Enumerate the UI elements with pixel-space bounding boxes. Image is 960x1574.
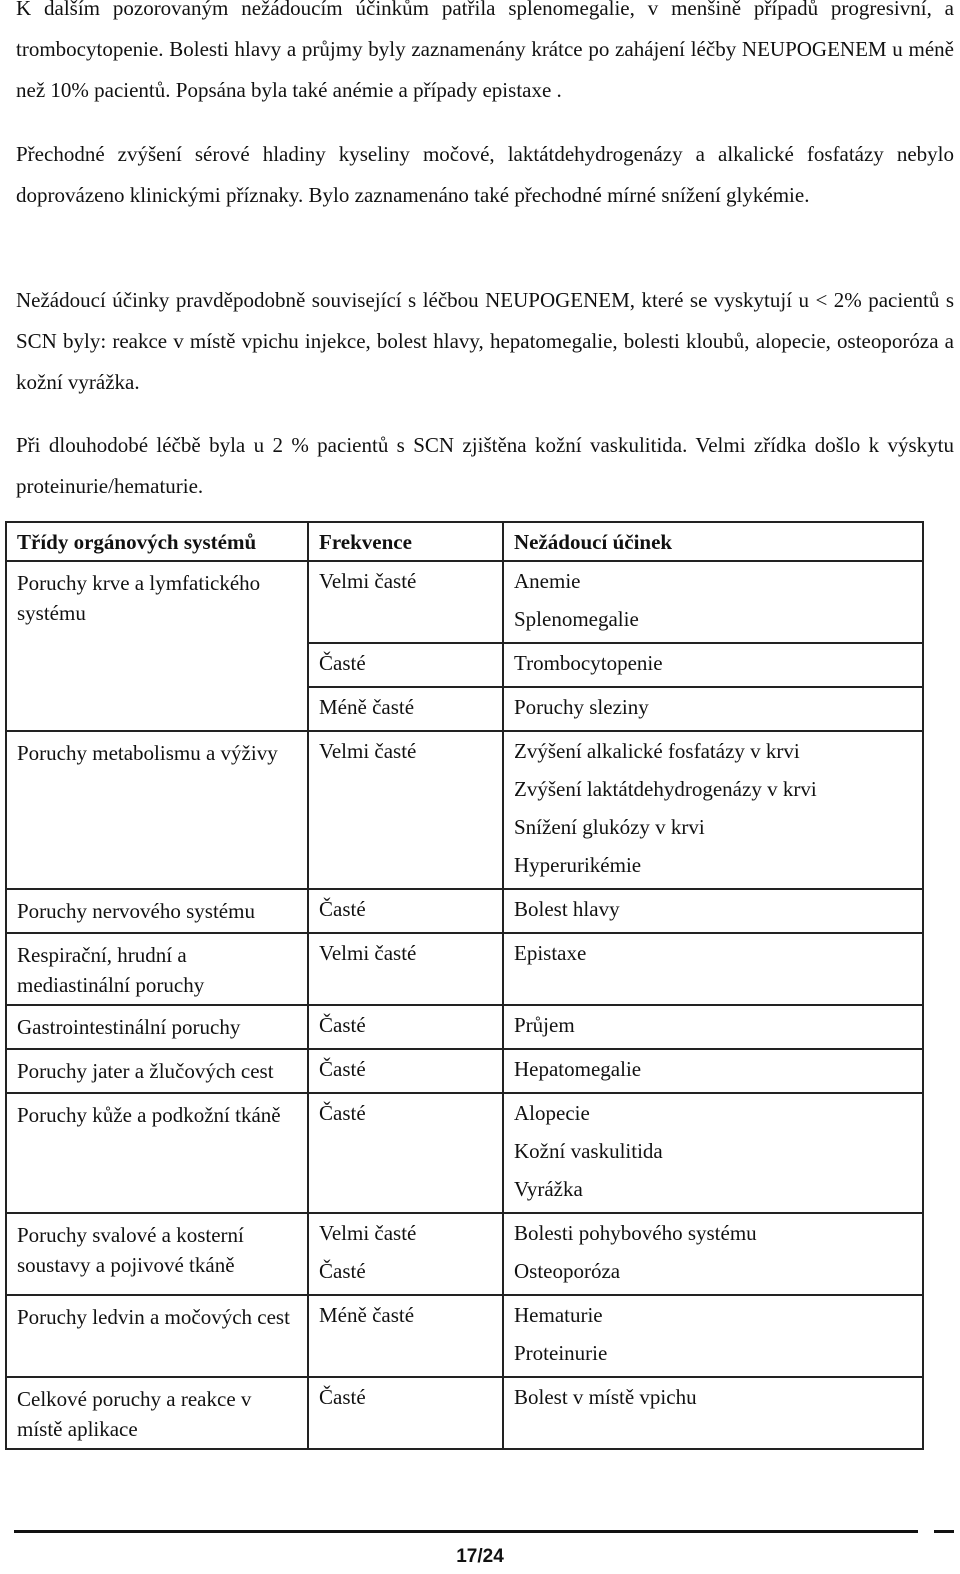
effect-cell: [503, 731, 923, 889]
frequency-label: Časté: [319, 1057, 366, 1081]
paragraph-side-effects: K dalším pozorovaným nežádoucím účinkům patřila splenomegalie, v menšině případů progresivní, a trombocytopenie. Bolesti hlavy a průjmy byly zaznamenány krátce po zahájení léčby NEUPOGENEM u méně než 10% pacientů. Popsána byla také anémie a případy epistaxe .: [16, 0, 954, 102]
frequency-cell: [308, 1049, 503, 1093]
paragraph-long-term: Při dlouhodobé léčbě byla u 2 % pacientů s SCN zjištěna kožní vaskulitida. Velmi zřídka došlo k výskytu proteinurie/hematurie.: [16, 433, 954, 498]
table-header-row: [6, 522, 923, 561]
effect-item: Epistaxe: [514, 941, 587, 965]
frequency-label: Časté: [319, 1385, 366, 1409]
table-row: [6, 1093, 923, 1213]
effect-cell: [503, 643, 923, 687]
system-class-cell: Poruchy krve a lymfatického systému: [6, 561, 308, 731]
table-row: [6, 1213, 923, 1295]
page-number: 17/24: [456, 1546, 504, 1567]
paragraph-scn-effects: Nežádoucí účinky pravděpodobně související s léčbou NEUPOGENEM, které se vyskytují u < 2% pacientů s SCN byly: reakce v místě vpichu injekce, bolest hlavy, hepatomegalie, bolesti kloubů, alopecie, osteoporóza a kožní vyrážka.: [16, 288, 954, 394]
table-row: [6, 1005, 923, 1049]
header-effect: Nežádoucí účinek: [503, 522, 923, 561]
frequency-cell: [308, 1213, 503, 1295]
frequency-label: Časté: [319, 1259, 366, 1283]
footer-dash: [934, 1530, 954, 1533]
table-row: [6, 1377, 923, 1449]
frequency-cell: [308, 561, 503, 643]
effect-cell: [503, 1049, 923, 1093]
system-class-cell: Poruchy ledvin a močových cest: [6, 1295, 308, 1377]
frequency-cell: [308, 643, 503, 687]
effect-item: Proteinurie: [514, 1341, 608, 1365]
effect-item: Trombocytopenie: [514, 651, 663, 675]
effect-item: Osteoporóza: [514, 1259, 621, 1283]
effect-item: Zvýšení alkalické fosfatázy v krvi: [514, 739, 800, 763]
effect-cell: [503, 933, 923, 1005]
system-class-cell: Gastrointestinální poruchy: [6, 1005, 308, 1049]
frequency-cell: [308, 1295, 503, 1377]
effect-cell: [503, 1295, 923, 1377]
frequency-cell: [308, 1377, 503, 1449]
effect-item: Anemie: [514, 569, 581, 593]
frequency-cell: [308, 1005, 503, 1049]
effect-item: Bolest hlavy: [514, 897, 620, 921]
effect-item: Hepatomegalie: [514, 1057, 642, 1081]
effect-item: Alopecie: [514, 1101, 590, 1125]
frequency-cell: [308, 731, 503, 889]
frequency-cell: [308, 933, 503, 1005]
frequency-label: Méně časté: [319, 1303, 415, 1327]
frequency-label: Velmi časté: [319, 569, 417, 593]
effect-cell: [503, 1213, 923, 1295]
frequency-label: Velmi časté: [319, 739, 417, 763]
effect-cell: [503, 687, 923, 731]
effect-cell: [503, 1093, 923, 1213]
effect-item: Průjem: [514, 1013, 575, 1037]
frequency-cell: [308, 889, 503, 933]
adverse-effects-table: [5, 521, 924, 1450]
effect-cell: [503, 561, 923, 643]
effect-cell: [503, 1005, 923, 1049]
frequency-cell: [308, 1093, 503, 1213]
paragraph-lab-values: Přechodné zvýšení sérové hladiny kyseliny močové, laktátdehydrogenázy a alkalické fosfatázy nebylo doprovázeno klinickými příznaky. Bylo zaznamenáno také přechodné mírné snížení glykémie.: [16, 142, 954, 207]
frequency-label: Velmi časté: [319, 941, 417, 965]
frequency-label: Časté: [319, 651, 366, 675]
frequency-label: Časté: [319, 897, 366, 921]
table-row: [6, 1295, 923, 1377]
frequency-label: Časté: [319, 1101, 366, 1125]
table-row: [6, 933, 923, 1005]
effect-item: Splenomegalie: [514, 607, 639, 631]
effect-item: Hyperurikémie: [514, 853, 642, 877]
header-system: Třídy orgánových systémů: [6, 522, 308, 561]
effect-cell: [503, 1377, 923, 1449]
system-class-cell: Poruchy jater a žlučových cest: [6, 1049, 308, 1093]
effect-item: Hematurie: [514, 1303, 603, 1327]
effect-item: Kožní vaskulitida: [514, 1139, 663, 1163]
frequency-label: Méně časté: [319, 695, 415, 719]
effect-item: Bolesti pohybového systému: [514, 1221, 757, 1245]
frequency-label: Časté: [319, 1013, 366, 1037]
footer-rule: [14, 1530, 918, 1533]
system-class-cell: Poruchy svalové a kosterní soustavy a pojivové tkáně: [6, 1213, 308, 1295]
effect-item: Poruchy sleziny: [514, 695, 649, 719]
effect-item: Zvýšení laktátdehydrogenázy v krvi: [514, 777, 817, 801]
table-row: [6, 561, 923, 643]
effect-cell: [503, 889, 923, 933]
frequency-label: Velmi časté: [319, 1221, 417, 1245]
system-class-cell: Poruchy metabolismu a výživy: [6, 731, 308, 889]
frequency-cell: [308, 687, 503, 731]
system-class-cell: Poruchy nervového systému: [6, 889, 308, 933]
table-row: [6, 1049, 923, 1093]
system-class-cell: Poruchy kůže a podkožní tkáně: [6, 1093, 308, 1213]
system-class-cell: Celkové poruchy a reakce v místě aplikace: [6, 1377, 308, 1449]
table-row: [6, 731, 923, 889]
effect-item: Bolest v místě vpichu: [514, 1385, 697, 1409]
effect-item: Vyrážka: [514, 1177, 583, 1201]
header-frequency: Frekvence: [308, 522, 503, 561]
table-row: [6, 889, 923, 933]
system-class-cell: Respirační, hrudní a mediastinální poruchy: [6, 933, 308, 1005]
effect-item: Snížení glukózy v krvi: [514, 815, 705, 839]
